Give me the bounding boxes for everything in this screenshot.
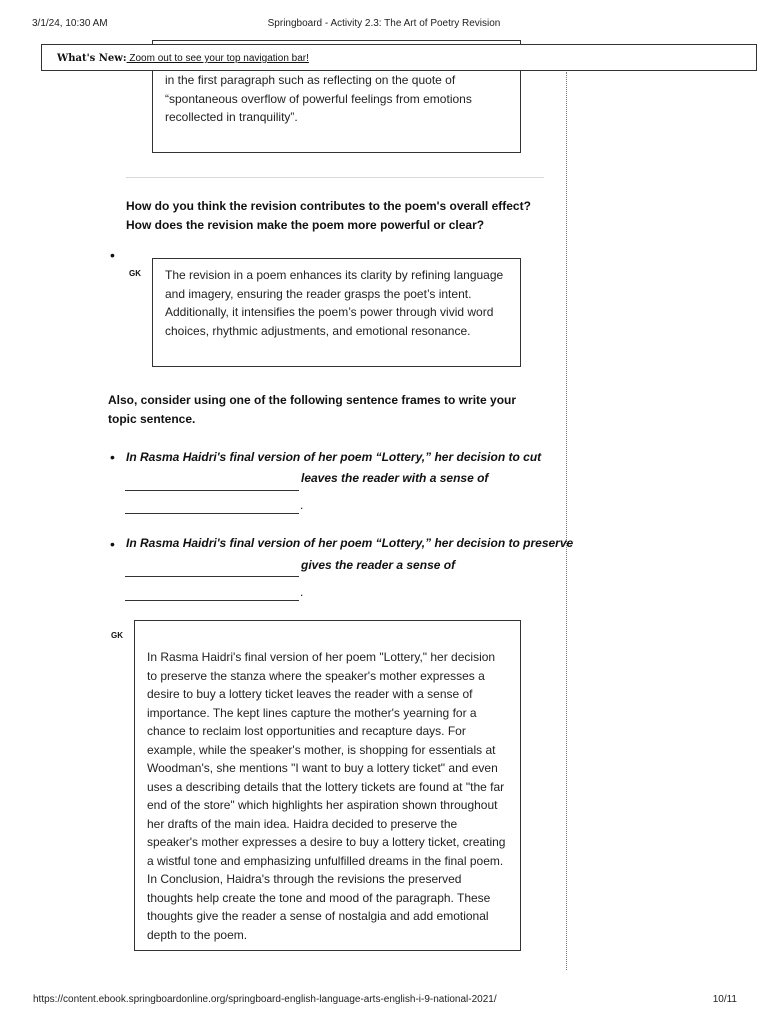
frame-2-blank-2 [125, 600, 299, 601]
revision-answer-box[interactable]: The revision in a poem enhances its clarity by refining language and imagery, ensuring the reader grasps the poet’s intent. Additionally, it intensifies the poem’s power through vivid word choices, rhythmic adjustments, and emotional resonance. [152, 258, 521, 367]
print-datetime: 3/1/24, 10:30 AM [32, 18, 108, 29]
whats-new-label: What's New: [57, 53, 127, 64]
sentence-frame-2-line1: In Rasma Haidri's final version of her poem “Lottery,” her decision to preserve [126, 536, 574, 550]
frame-bullet: • [110, 449, 115, 465]
frame-1-period: . [300, 498, 304, 512]
frame-2-blank-1 [125, 576, 299, 577]
frame-1-blank-2 [125, 513, 299, 514]
sentence-frame-1-line2: leaves the reader with a sense of [301, 471, 489, 485]
frame-2-period: . [300, 585, 304, 599]
section-divider [126, 177, 544, 178]
paragraph-answer-box[interactable]: In Rasma Haidri's final version of her poem "Lottery," her decision to preserve the stanza where the speaker's mother expresses a desire to buy a lottery ticket leaves the reader with a sense of importance. The kept lines capture the mother's yearning for a chance to reclaim lost opportunities and recapture days. For example, while the speaker's mother, is shopping for essentials at Woodman's, she mentions "I want to buy a lottery ticket" and even uses a describing details that the lottery tickets are found at "the far end of the store" which highlights her aspiration shown throughout her drafts of the main idea. Haidra decided to preserve the speaker's mother expresses a desire to buy a lottery ticket, creating a wistful tone and emphasizing unfulfilled dreams in the final poem. In Conclusion, Haidra's through the revisions the preserved thoughts help create the tone and mood of the paragraph. These thoughts give the reader a sense of nostalgia and add emotional depth to the poem. [134, 620, 521, 951]
whats-new-banner [41, 44, 757, 71]
author-initials: GK [129, 269, 141, 278]
sentence-frames-intro: Also, consider using one of the following sentence frames to write your topic sentence. [108, 393, 517, 426]
zoom-out-link[interactable]: Zoom out to see your top navigation bar! [126, 53, 309, 64]
frame-1-blank-1 [125, 490, 299, 491]
sentence-frame-1-line1: In Rasma Haidri's final version of her poem “Lottery,” her decision to cut [126, 450, 542, 464]
column-divider [566, 72, 567, 970]
answer-bullet: • [110, 247, 115, 263]
print-page-title: Springboard - Activity 2.3: The Art of Poetry Revision [267, 18, 501, 29]
frame-bullet: • [110, 536, 115, 552]
sentence-frame-2-line2: gives the reader a sense of [301, 558, 456, 572]
previous-answer-box[interactable]: in the first paragraph such as reflecting on the quote of “spontaneous overflow of powerful feelings from emotions recollected in tranquility”. [152, 40, 521, 153]
page-number: 10/11 [712, 994, 737, 1005]
author-initials: GK [111, 631, 123, 640]
print-url: https://content.ebook.springboardonline.org/springboard-english-language-arts-english-i-9-national-2021/ [33, 994, 497, 1005]
revision-question: How do you think the revision contributes to the poem's overall effect? How does the revision make the poem more powerful or clear? [126, 199, 531, 232]
